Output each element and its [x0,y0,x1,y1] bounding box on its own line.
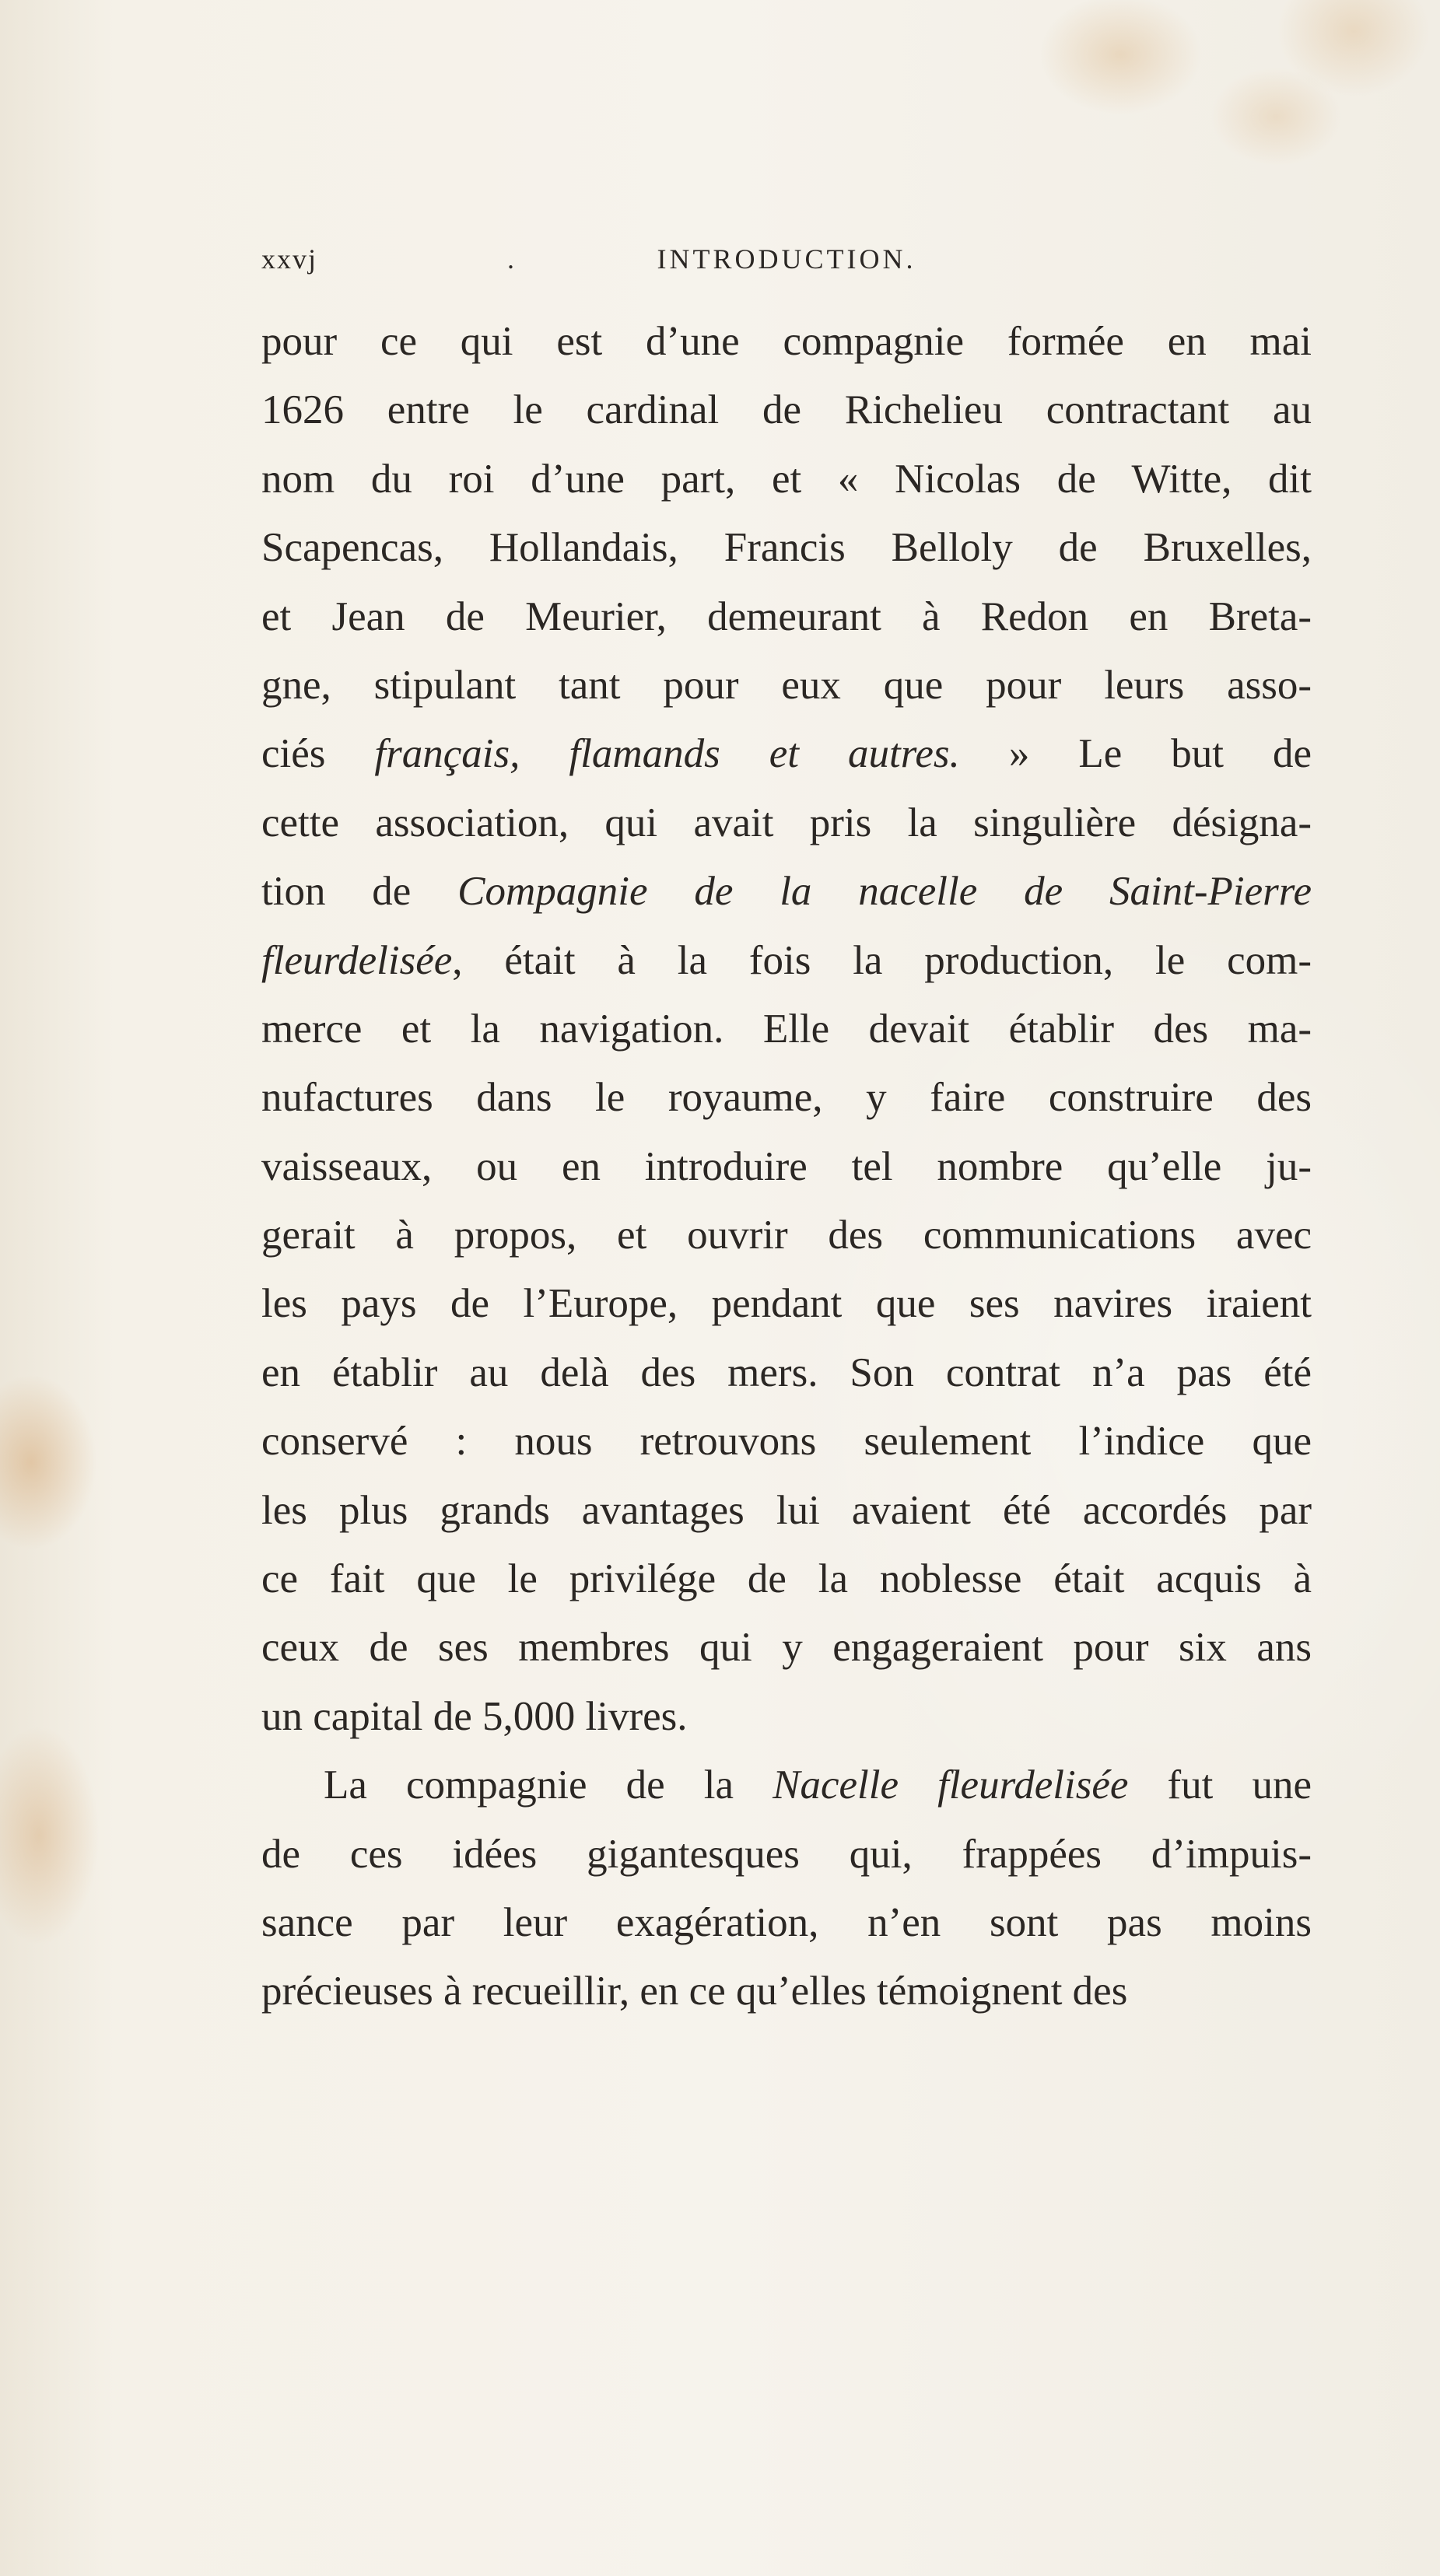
text-line [261,1613,1312,1682]
text-segment: Scapencas, Hollandais, Francis Belloly de Bruxelles, [261,525,1312,571]
text-line [261,719,1312,788]
text-segment: précieuses à recueillir, en ce qu’elles témoignent des [261,1969,1128,2014]
text-segment: fut une [1128,1762,1312,1808]
text-segment: ceux de ses membres qui y engageraient pour six ans [261,1625,1312,1671]
text-line [261,789,1312,857]
text-segment: » Le but de [959,731,1312,777]
text-line [261,1957,1312,2025]
text-line [261,1407,1312,1475]
text-line [261,1888,1312,1957]
text-segment: gerait à propos, et ouvrir des communications avec [261,1213,1312,1258]
italic-text: fleurdelisée [261,937,453,983]
text-line [261,445,1312,513]
text-line [261,1269,1312,1338]
text-line [261,926,1312,995]
text-segment: et Jean de Meurier, demeurant à Redon en Breta- [261,593,1312,639]
text-segment: sance par leur exagération, n’en sont pas moins [261,1899,1312,1945]
text-segment: cette association, qui avait pris la singulière désigna- [261,800,1312,845]
text-segment: un capital de 5,000 livres. [261,1693,688,1739]
text-segment: vaisseaux, ou en introduire tel nombre qu’elle ju- [261,1143,1312,1189]
text-segment: pour ce qui est d’une compagnie formée en mai [261,319,1312,364]
text-segment: ciés [261,731,375,777]
text-segment: merce et la navigation. Elle devait établir des ma- [261,1006,1312,1052]
text-line [261,1063,1312,1132]
running-title: INTRODUCTION. [657,243,916,275]
text-line [261,1201,1312,1269]
text-line [261,651,1312,719]
text-segment: en établir au delà des mers. Son contrat n’a pas été [261,1349,1312,1395]
italic-text: français, flamands et autres. [374,731,960,777]
text-line [261,1132,1312,1201]
page-number: xxvj [261,243,318,275]
text-segment: conservé : nous retrouvons seulement l’indice que [261,1419,1312,1465]
text-segment: les plus grands avantages lui avaient été accordés par [261,1487,1312,1533]
italic-text: Compagnie de la nacelle de Saint-Pierre [457,869,1312,915]
text-line [261,513,1312,582]
text-line [261,995,1312,1063]
text-line [261,376,1312,444]
text-segment: , était à la fois la production, le com- [452,937,1312,983]
text-line [261,1476,1312,1545]
text-segment: nom du roi d’une part, et « Nicolas de Witte, dit [261,456,1312,502]
text-segment: tion de [261,869,458,915]
page-header [261,243,1312,289]
text-line [261,1339,1312,1407]
text-segment: gne, stipulant tant pour eux que pour leurs asso- [261,662,1312,708]
text-line [261,1751,1312,1819]
text-line [261,307,1312,376]
text-line [261,1682,1312,1751]
text-line [261,583,1312,651]
text-line [261,1545,1312,1613]
text-segment: La compagnie de la [324,1762,773,1808]
text-segment: 1626 entre le cardinal de Richelieu contractant au [261,387,1312,433]
body-text [261,307,1312,2026]
italic-text: Nacelle fleurdelisée [773,1762,1129,1808]
text-line [261,857,1312,926]
text-segment: ce fait que le privilége de la noblesse était acquis à [261,1556,1312,1602]
text-segment: nufactures dans le royaume, y faire construire des [261,1075,1312,1121]
text-segment: les pays de l’Europe, pendant que ses navires iraient [261,1281,1312,1327]
text-line [261,1820,1312,1888]
text-segment: de ces idées gigantesques qui, frappées d’impuis- [261,1831,1312,1877]
header-dot: . [507,243,516,275]
